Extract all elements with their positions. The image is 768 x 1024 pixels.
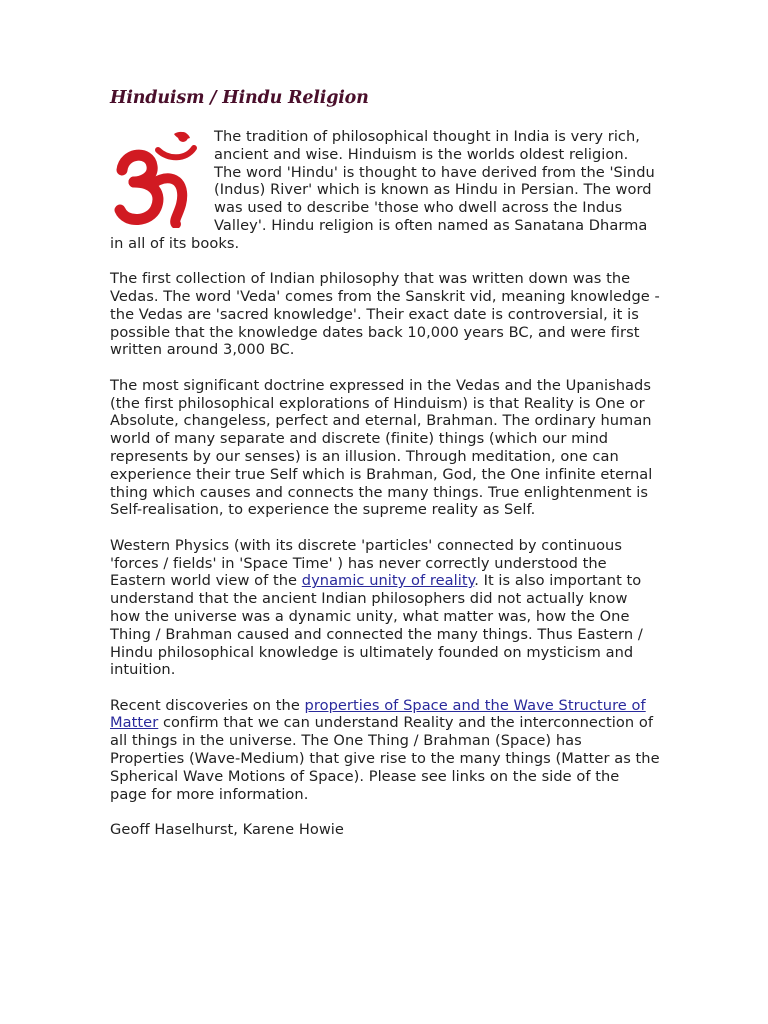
dynamic-unity-link[interactable]: dynamic unity of reality	[301, 572, 475, 590]
paragraph-western-physics-text-1: Western Physics (with its discrete 'particles' connected by continuous 'forces / fields' in 'Space Time' ) has never correctly understood the Eastern world view of the	[110, 536, 623, 590]
paragraph-recent-discoveries	[110, 697, 660, 804]
paragraph-recent-discoveries-text-2: confirm that we can understand Reality and the interconnection of all things in the universe. The One Thing / Brahman (Space) has Properties (Wave-Medium) that give rise to the many things (Matter as the Spherical Wave Motions of Space). Please see links on the side of the page for more information.	[110, 714, 660, 803]
page-title: Hinduism / Hindu Religion	[110, 88, 369, 108]
paragraph-doctrine: The most significant doctrine expressed in the Vedas and the Upanishads (the first philosophical explorations of Hinduism) is that Reality is One or Absolute, changeless, perfect and eternal, Brahman. The ordinary human world of many separate and discrete (finite) things (which our mind represents by our senses) is an illusion. Through meditation, one can experience their true Self which is Brahman, God, the One infinite eternal thing which causes and connects the many things. True enlightenment is Self-realisation, to experience the supreme reality as Self.	[110, 376, 653, 519]
paragraph-western-physics	[110, 537, 660, 679]
authors-line: Geoff Haselhurst, Karene Howie	[110, 821, 344, 839]
document-page	[110, 88, 660, 856]
paragraph-intro-text: The tradition of philosophical thought in India is very rich, ancient and wise. Hinduism is the worlds oldest religion. The word 'Hindu' is thought to have derived from the 'Sindu (Indus) River' which is known as Hindu in Persian. The word was used to describe 'those who dwell across the Indus Valley'. Hindu religion is often named as Sanatana Dharma in all of its books.	[110, 128, 655, 252]
om-symbol-icon	[110, 128, 202, 228]
paragraph-vedas: The first collection of Indian philosophy that was written down was the Vedas. The word 'Veda' comes from the Sanskrit vid, meaning knowledge - the Vedas are 'sacred knowledge'. Their exact date is controversial, it is possible that the knowledge dates back 10,000 years BC, and were first written around 3,000 BC.	[110, 270, 660, 359]
paragraph-western-physics-text-2: . It is also important to understand that the ancient Indian philosophers did not actually know how the universe was a dynamic unity, what matter was, how the One Thing / Brahman caused and connected the many things. Thus Eastern / Hindu philosophical knowledge is ultimately founded on mysticism and intuition.	[110, 572, 643, 679]
paragraph-recent-discoveries-text-1: Recent discoveries on the	[110, 696, 305, 714]
wave-structure-of-matter-link[interactable]: properties of Space and the Wave Structure of Matter	[110, 696, 646, 732]
paragraph-intro	[110, 128, 660, 253]
